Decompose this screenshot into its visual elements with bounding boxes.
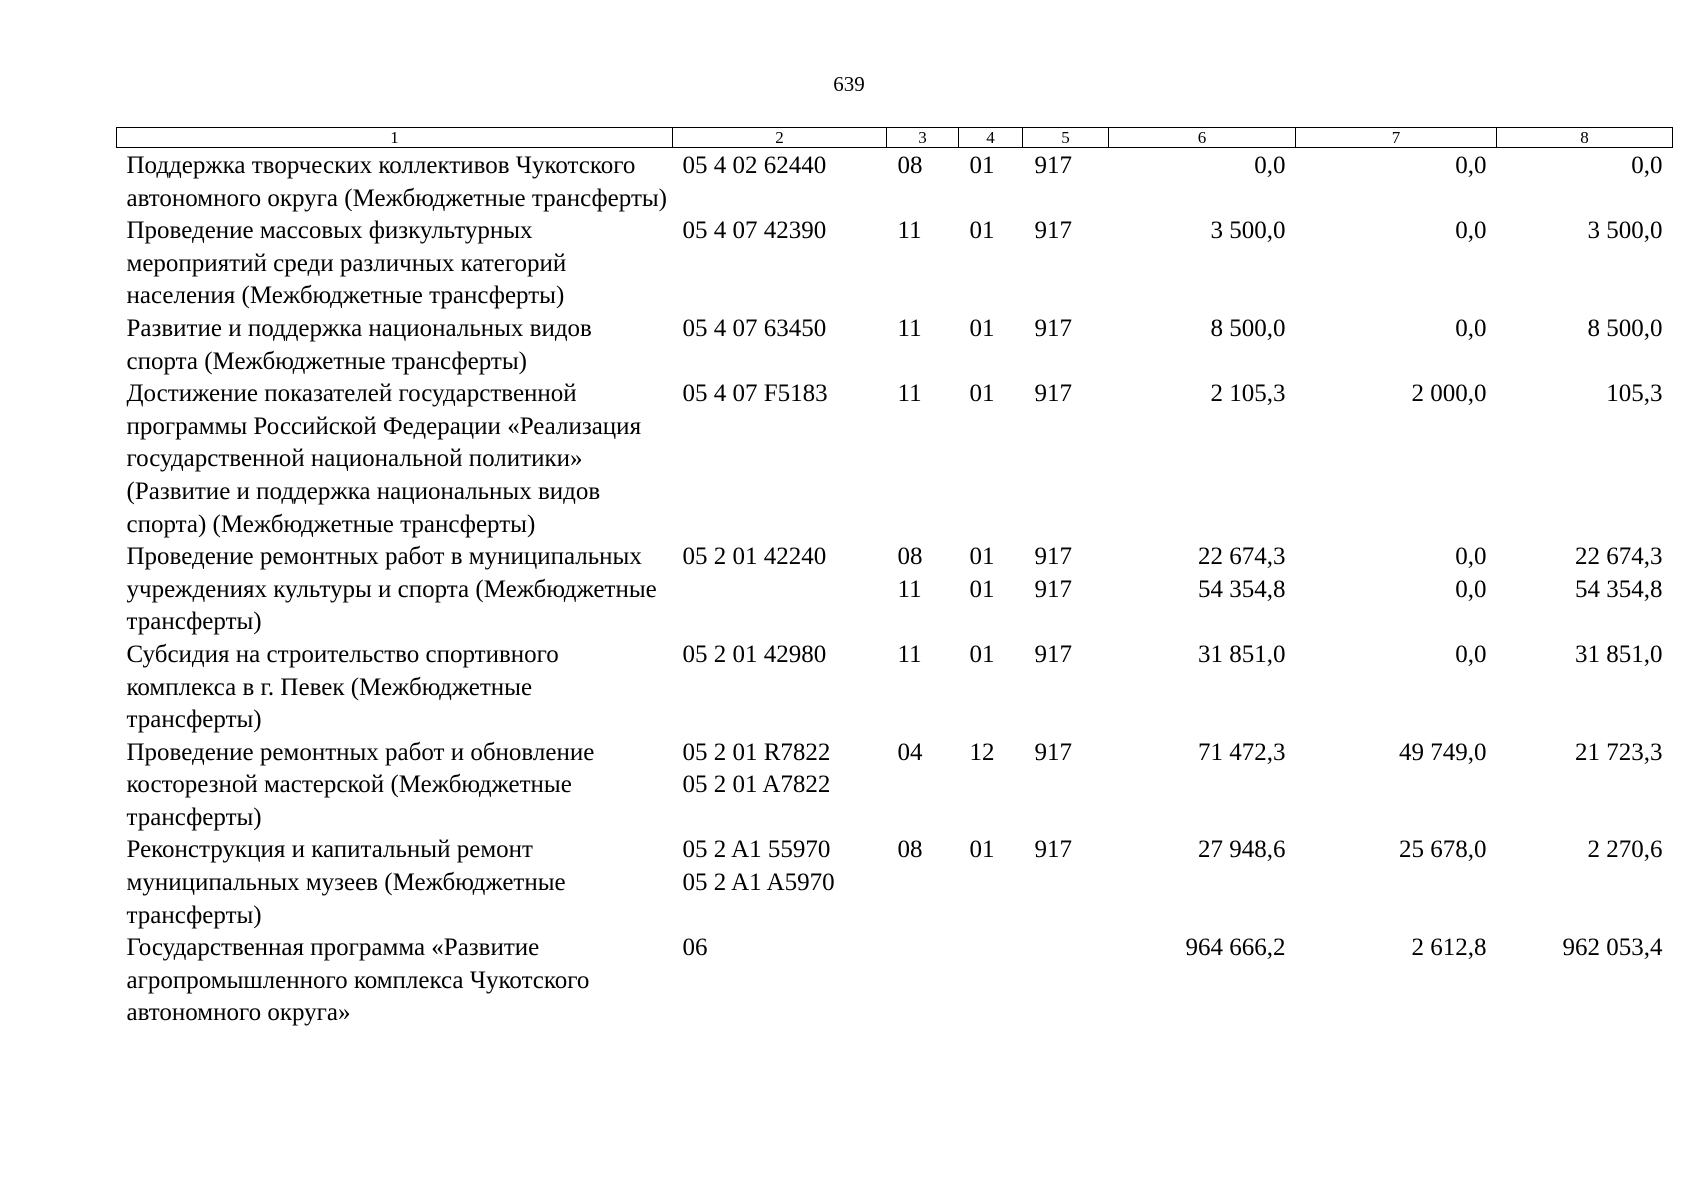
program-code-cell: [673, 834, 887, 932]
item-name: Развитие и поддержка национальных видов спорта (Межбюджетные трансферты): [126, 314, 592, 375]
amount-federal-cell: [1296, 834, 1497, 932]
grbs-code-cell: [1023, 834, 1109, 932]
subsection-code-cell: [959, 639, 1023, 737]
amount-federal-cell: [1296, 737, 1497, 835]
amount-total-cell: [1109, 313, 1296, 378]
item-name: Проведение ремонтных работ и обновление косторезной мастерской (Межбюджетные трансферты): [126, 738, 595, 831]
budget-table: [116, 127, 1673, 1030]
amount-regional-cell: [1497, 313, 1673, 378]
subsection-code: 01: [969, 640, 995, 668]
item-name-cell: [117, 834, 673, 932]
section-code: 11: [897, 640, 922, 668]
amount-regional: 8 500,0: [1587, 314, 1663, 342]
program-code: 05 2 01 R7822: [682, 738, 831, 766]
section-code-cell: [887, 148, 959, 216]
amount-federal: 0,0: [1455, 543, 1487, 571]
grbs-code-cell: [1023, 932, 1109, 1030]
amount-total: 22 674,3: [1198, 543, 1286, 571]
column-header: 5: [1023, 128, 1109, 148]
subsection-code-cell: [959, 737, 1023, 835]
grbs-code: 917: [1034, 543, 1072, 571]
item-name: Реконструкция и капитальный ремонт муниципальных музеев (Межбюджетные трансферты): [126, 836, 566, 929]
program-code: 05 2 01 42980: [682, 640, 827, 668]
amount-regional-cell: [1497, 834, 1673, 932]
amount-federal: 0,0: [1455, 575, 1487, 603]
subsection-code: 01: [969, 314, 995, 342]
section-code-cell: [887, 834, 959, 932]
section-code-cell: [887, 932, 959, 1030]
amount-federal-cell: [1296, 215, 1497, 313]
amount-federal: 25 678,0: [1399, 836, 1487, 864]
subsection-code-cell: [959, 932, 1023, 1030]
program-code: 05 2 A1 55970: [682, 836, 831, 864]
amount-federal: 0,0: [1455, 217, 1487, 245]
amount-total-cell: [1109, 378, 1296, 541]
section-code: 08: [897, 543, 923, 571]
amount-federal: 0,0: [1455, 314, 1487, 342]
amount-federal-cell: [1296, 148, 1497, 216]
table-row: [117, 932, 1673, 1030]
program-code-cell: [673, 313, 887, 378]
amount-federal: 0,0: [1455, 640, 1487, 668]
grbs-code-cell: [1023, 148, 1109, 216]
amount-federal: 2 612,8: [1411, 934, 1487, 962]
amount-total: 31 851,0: [1198, 640, 1286, 668]
amount-total: 54 354,8: [1198, 575, 1286, 603]
amount-federal-cell: [1296, 639, 1497, 737]
grbs-code-cell: [1023, 378, 1109, 541]
subsection-code: 01: [969, 836, 995, 864]
amount-regional-cell: [1497, 378, 1673, 541]
subsection-code-cell: [959, 834, 1023, 932]
item-name-cell: [117, 215, 673, 313]
grbs-code-cell: [1023, 541, 1109, 639]
amount-total: 0,0: [1254, 152, 1286, 179]
column-header: 7: [1296, 128, 1497, 148]
amount-total-cell: [1109, 215, 1296, 313]
amount-regional: 31 851,0: [1575, 640, 1663, 668]
amount-federal: 2 000,0: [1411, 380, 1487, 408]
program-code-cell: [673, 932, 887, 1030]
section-code-cell: [887, 737, 959, 835]
page-number: 639: [833, 72, 865, 96]
subsection-code-cell: [959, 215, 1023, 313]
amount-regional: 21 723,3: [1575, 738, 1663, 766]
amount-regional: 22 674,3: [1575, 543, 1663, 571]
section-code-cell: [887, 378, 959, 541]
section-code-cell: [887, 541, 959, 639]
amount-total-cell: [1109, 639, 1296, 737]
program-code: 05 4 02 62440: [682, 152, 827, 179]
section-code-cell: [887, 313, 959, 378]
table-row: [117, 215, 1673, 313]
table-row: [117, 639, 1673, 737]
table-body: [117, 148, 1673, 1031]
section-code: 08: [897, 836, 923, 864]
item-name-cell: [117, 541, 673, 639]
program-code: 05 4 07 F5183: [682, 380, 828, 408]
grbs-code-cell: [1023, 737, 1109, 835]
table-row: [117, 313, 1673, 378]
amount-regional-cell: [1497, 737, 1673, 835]
program-code-cell: [673, 639, 887, 737]
item-name-cell: [117, 148, 673, 216]
subsection-code: 01: [969, 152, 995, 179]
amount-total-cell: [1109, 148, 1296, 216]
item-name-cell: [117, 639, 673, 737]
subsection-code-cell: [959, 313, 1023, 378]
program-code: 06: [682, 934, 708, 962]
amount-total: 8 500,0: [1210, 314, 1286, 342]
amount-regional-cell: [1497, 215, 1673, 313]
amount-total: 964 666,2: [1185, 934, 1286, 962]
table-row: [117, 541, 1673, 639]
subsection-code: 01: [969, 543, 995, 571]
section-code: 11: [897, 217, 922, 245]
amount-regional: 54 354,8: [1575, 575, 1663, 603]
amount-regional-cell: [1497, 639, 1673, 737]
section-code: 11: [897, 314, 922, 342]
amount-total-cell: [1109, 541, 1296, 639]
amount-regional: 0,0: [1631, 152, 1663, 179]
table-row: [117, 834, 1673, 932]
item-name: Проведение массовых физкультурных мероприятий среди различных категорий населения (Межбюджетные трансферты): [126, 217, 567, 310]
amount-total-cell: [1109, 834, 1296, 932]
grbs-code-cell: [1023, 639, 1109, 737]
program-code: 05 2 01 A7822: [682, 771, 831, 799]
item-name-cell: [117, 737, 673, 835]
grbs-code: 917: [1034, 836, 1072, 864]
amount-total: 3 500,0: [1210, 217, 1286, 245]
program-code: 05 4 07 42390: [682, 217, 827, 245]
column-header: 6: [1109, 128, 1296, 148]
amount-regional: 962 053,4: [1562, 934, 1663, 962]
amount-total-cell: [1109, 932, 1296, 1030]
amount-federal-cell: [1296, 541, 1497, 639]
item-name: Поддержка творческих коллективов Чукотского автономного округа (Межбюджетные трансферты): [126, 152, 667, 212]
grbs-code-cell: [1023, 215, 1109, 313]
grbs-code: 917: [1034, 640, 1072, 668]
section-code-cell: [887, 215, 959, 313]
grbs-code: 917: [1034, 152, 1072, 179]
program-code: 05 2 A1 A5970: [682, 869, 835, 897]
section-code-cell: [887, 639, 959, 737]
amount-federal-cell: [1296, 932, 1497, 1030]
program-code-cell: [673, 541, 887, 639]
section-code: 11: [897, 575, 922, 603]
program-code: 05 2 01 42240: [682, 543, 827, 571]
amount-regional: 2 270,6: [1587, 836, 1663, 864]
amount-federal: 49 749,0: [1399, 738, 1487, 766]
subsection-code: 01: [969, 575, 995, 603]
item-name-cell: [117, 313, 673, 378]
grbs-code: 917: [1034, 575, 1072, 603]
grbs-code: 917: [1034, 314, 1072, 342]
table-row: [117, 378, 1673, 541]
grbs-code: 917: [1034, 217, 1072, 245]
section-code: 11: [897, 380, 922, 408]
column-header: 4: [959, 128, 1023, 148]
program-code: 05 4 07 63450: [682, 314, 827, 342]
program-code-cell: [673, 148, 887, 216]
item-name: Достижение показателей государственной программы Российской Федерации «Реализация государственной национальной политики» (Развитие и поддержка национальных видов спорта) (Межбюджетные трансферты): [126, 380, 642, 538]
subsection-code: 01: [969, 380, 995, 408]
item-name: Проведение ремонтных работ в муниципальных учреждениях культуры и спорта (Межбюджетные трансферты): [126, 543, 657, 636]
program-code-cell: [673, 215, 887, 313]
item-name-cell: [117, 378, 673, 541]
amount-total: 2 105,3: [1210, 380, 1286, 408]
grbs-code-cell: [1023, 313, 1109, 378]
grbs-code: 917: [1034, 738, 1072, 766]
section-code: 04: [897, 738, 923, 766]
amount-total: 27 948,6: [1198, 836, 1286, 864]
program-code-cell: [673, 737, 887, 835]
amount-total: 71 472,3: [1198, 738, 1286, 766]
subsection-code: 12: [969, 738, 995, 766]
amount-federal-cell: [1296, 378, 1497, 541]
column-header: 2: [673, 128, 887, 148]
section-code: 08: [897, 152, 923, 179]
item-name: Государственная программа «Развитие агропромышленного комплекса Чукотского автономного округа»: [126, 934, 590, 1027]
table-row: [117, 148, 1673, 216]
amount-regional-cell: [1497, 541, 1673, 639]
amount-regional-cell: [1497, 932, 1673, 1030]
amount-regional: 105,3: [1606, 380, 1663, 408]
item-name-cell: [117, 932, 673, 1030]
subsection-code: 01: [969, 217, 995, 245]
amount-regional-cell: [1497, 148, 1673, 216]
header-row: [117, 128, 1673, 148]
subsection-code-cell: [959, 541, 1023, 639]
table-row: [117, 737, 1673, 835]
grbs-code: 917: [1034, 380, 1072, 408]
amount-federal: 0,0: [1455, 152, 1487, 179]
amount-federal-cell: [1296, 313, 1497, 378]
item-name: Субсидия на строительство спортивного комплекса в г. Певек (Межбюджетные трансферты): [126, 640, 559, 734]
column-header: 1: [117, 128, 673, 148]
amount-regional: 3 500,0: [1587, 217, 1663, 245]
subsection-code-cell: [959, 148, 1023, 216]
program-code-cell: [673, 378, 887, 541]
amount-total-cell: [1109, 737, 1296, 835]
subsection-code-cell: [959, 378, 1023, 541]
column-header: 3: [887, 128, 959, 148]
column-header: 8: [1497, 128, 1673, 148]
